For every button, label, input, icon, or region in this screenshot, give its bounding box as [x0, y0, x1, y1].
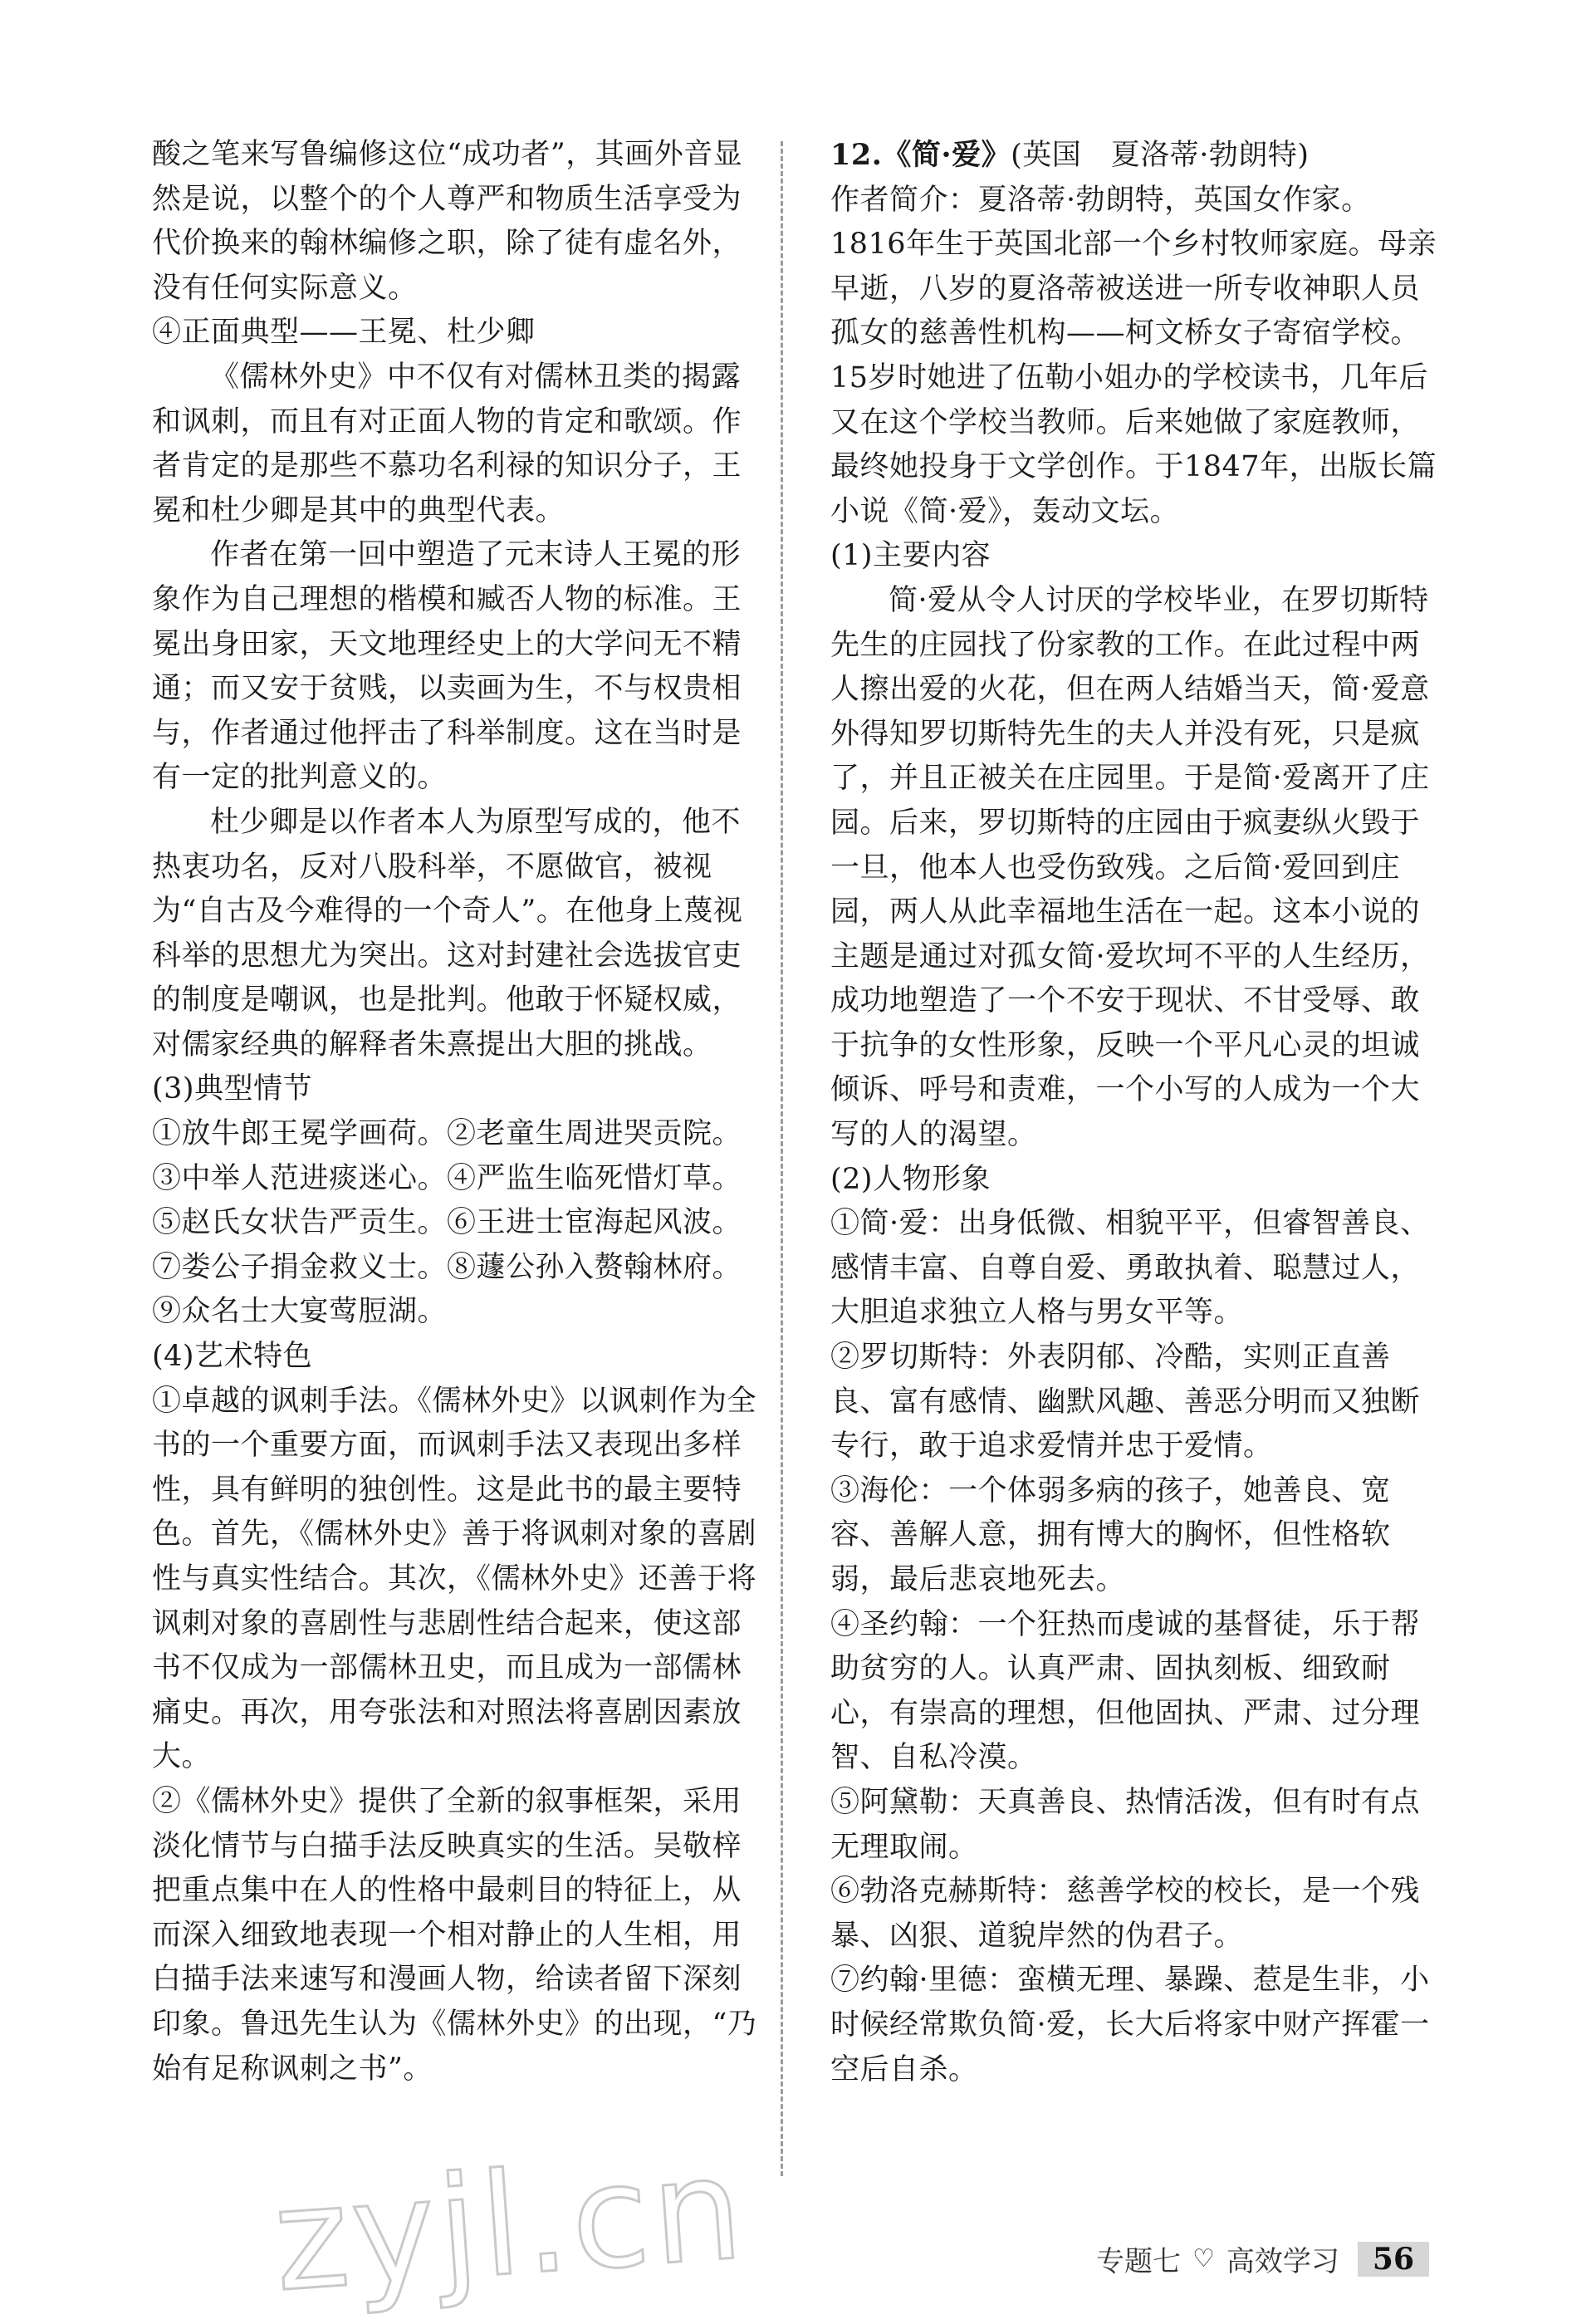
paragraph: 作者简介：夏洛蒂·勃朗特，英国女作家。1816年生于英国北部一个乡村牧师家庭。母亲早逝，八岁的夏洛蒂被送进一所专收神职人员孤女的慈善性机构——柯文桥女子寄宿学校。15岁时她进了伍勒小姐办的学校读书，几年后又在这个学校当教师。后来她做了家庭教师，最终她投身于文学创作。于1847年，出版长篇小说《简·爱》，轰动文坛。 — [830, 183, 1437, 528]
section-heading: (2)人物形象 — [830, 1162, 991, 1196]
footer-label: 高效学习 — [1226, 2245, 1339, 2278]
paragraph: ②《儒林外史》提供了全新的叙事框架，采用淡化情节与白描手法反映真实的生活。吴敬梓把重点集中在人的性格中最刺目的特征上，从而深入细致地表现一个相对静止的人生相，用白描手法来速写和漫画人物，给读者留下深刻印象。鲁迅先生认为《儒林外史》的出现，“乃始有足称讽刺之书”。 — [152, 1784, 757, 2086]
character-item: ⑦约翰·里德：蛮横无理、暴躁、惹是生非，小时候经常欺负简·爱，长大后将家中财产挥霍一空后自杀。 — [830, 1964, 1430, 2086]
plot-item: ⑨众名士大宴莺脰湖。 — [152, 1295, 448, 1329]
footer-topic: 专题七 — [1096, 2245, 1181, 2278]
plot-item: ①放牛郎王冕学画荷。②老童生周进哭贡院。 — [152, 1117, 742, 1151]
column-divider — [781, 141, 783, 2176]
heart-icon: ♡ — [1192, 2244, 1215, 2273]
character-item: ②罗切斯特：外表阴郁、冷酷，实则正直善良、富有感情、幽默风趣、善恶分明而又独断专行，敢于追求爱情并忠于爱情。 — [830, 1341, 1421, 1464]
paragraph: 酸之笔来写鲁编修这位“成功者”，其画外音显然是说，以整个的个人尊严和物质生活享受为代价换来的翰林编修之职，除了徒有虚名外，没有任何实际意义。 — [152, 138, 743, 305]
title-author: (英国 夏洛蒂·勃朗特) — [1011, 139, 1310, 172]
page-footer — [1096, 2238, 1429, 2279]
section-heading: (3)典型情节 — [152, 1072, 313, 1106]
section-heading: ④正面典型——王冕、杜少卿 — [152, 316, 536, 350]
right-column — [830, 133, 1445, 2092]
section-heading: (1)主要内容 — [830, 539, 991, 573]
character-item: ④圣约翰：一个狂热而虔诚的基督徒，乐于帮助贫穷的人。认真严肃、固执刻板、细致耐心，有崇高的理想，但他固执、严肃、过分理智、自私冷漠。 — [830, 1607, 1421, 1775]
page-number: 56 — [1358, 2242, 1429, 2277]
paragraph: 作者在第一回中塑造了元末诗人王冕的形象作为自己理想的楷模和臧否人物的标准。王冕出身田家，天文地理经史上的大学问无不精通；而又安于贫贱，以卖画为生，不与权贵相与，作者通过他抨击了科举制度。这在当时是有一定的批判意义的。 — [152, 538, 742, 795]
plot-item: ③中举人范进痰迷心。④严监生临死惜灯草。 — [152, 1161, 742, 1195]
plot-item: ⑦娄公子捐金救义士。⑧蘧公孙入赘翰林府。 — [152, 1250, 742, 1284]
title-number: 12. — [830, 138, 883, 172]
paragraph: 简·爱从令人讨厌的学校毕业，在罗切斯特先生的庄园找了份家教的工作。在此过程中两人擦出爱的火花，但在两人结婚当天，简·爱意外得知罗切斯特先生的夫人并没有死，只是疯了，并且正被关在庄园里。于是简·爱离开了庄园。后来，罗切斯特的庄园由于疯妻纵火毁于一旦，他本人也受伤致残。之后简·爱回到庄园，两人从此幸福地生活在一起。这本小说的主题是通过对孤女简·爱坎坷不平的人生经历，成功地塑造了一个不安于现状、不甘受辱、敢于抗争的女性形象，反映一个平凡心灵的坦诚倾诉、呼号和责难，一个小写的人成为一个大写的人的渴望。 — [830, 583, 1430, 1152]
character-item: ①简·爱：出身低微、相貌平平，但睿智善良、感情丰富、自尊自爱、勇敢执着、聪慧过人，大胆追求独立人格与男女平等。 — [830, 1207, 1430, 1330]
section-heading: (4)艺术特色 — [152, 1340, 313, 1374]
book-title — [830, 133, 1445, 179]
character-item: ⑥勃洛克赫斯特：慈善学校的校长，是一个残暴、凶狠、道貌岸然的伪君子。 — [830, 1875, 1421, 1953]
watermark: zyjl.cn — [268, 2126, 751, 2324]
plot-item: ⑤赵氏女状告严贡生。⑥王进士宦海起风波。 — [152, 1206, 742, 1240]
character-item: ③海伦：一个体弱多病的孩子，她善良、宽容、善解人意，拥有博大的胸怀，但性格软弱，最后悲哀地死去。 — [830, 1473, 1391, 1596]
left-column — [152, 133, 766, 2091]
paragraph: 《儒林外史》中不仅有对儒林丑类的揭露和讽刺，而且有对正面人物的肯定和歌颂。作者肯定的是那些不慕功名利禄的知识分子，王冕和杜少卿是其中的典型代表。 — [152, 360, 742, 527]
title-book: 《简·爱》 — [882, 138, 1011, 172]
character-item: ⑤阿黛勒：天真善良、热情活泼，但有时有点无理取闹。 — [830, 1785, 1421, 1864]
paragraph: 杜少卿是以作者本人为原型写成的，他不热衷功名，反对八股科举，不愿做官，被视为“自古及今难得的一个奇人”。在他身上蔑视科举的思想尤为突出。这对封建社会选拔官吏的制度是嘲讽，也是批判。他敢于怀疑权威，对儒家经典的解释者朱熹提出大胆的挑战。 — [152, 805, 743, 1061]
paragraph: ①卓越的讽刺手法。《儒林外史》以讽刺作为全书的一个重要方面，而讽刺手法又表现出多样性，具有鲜明的独创性。这是此书的最主要特色。首先，《儒林外史》善于将讽刺对象的喜剧性与真实性结合。其次，《儒林外史》还善于将讽刺对象的喜剧性与悲剧性结合起来，使这部书不仅成为一部儒林丑史，而且成为一部儒林痛史。再次，用夸张法和对照法将喜剧因素放大。 — [152, 1384, 757, 1774]
